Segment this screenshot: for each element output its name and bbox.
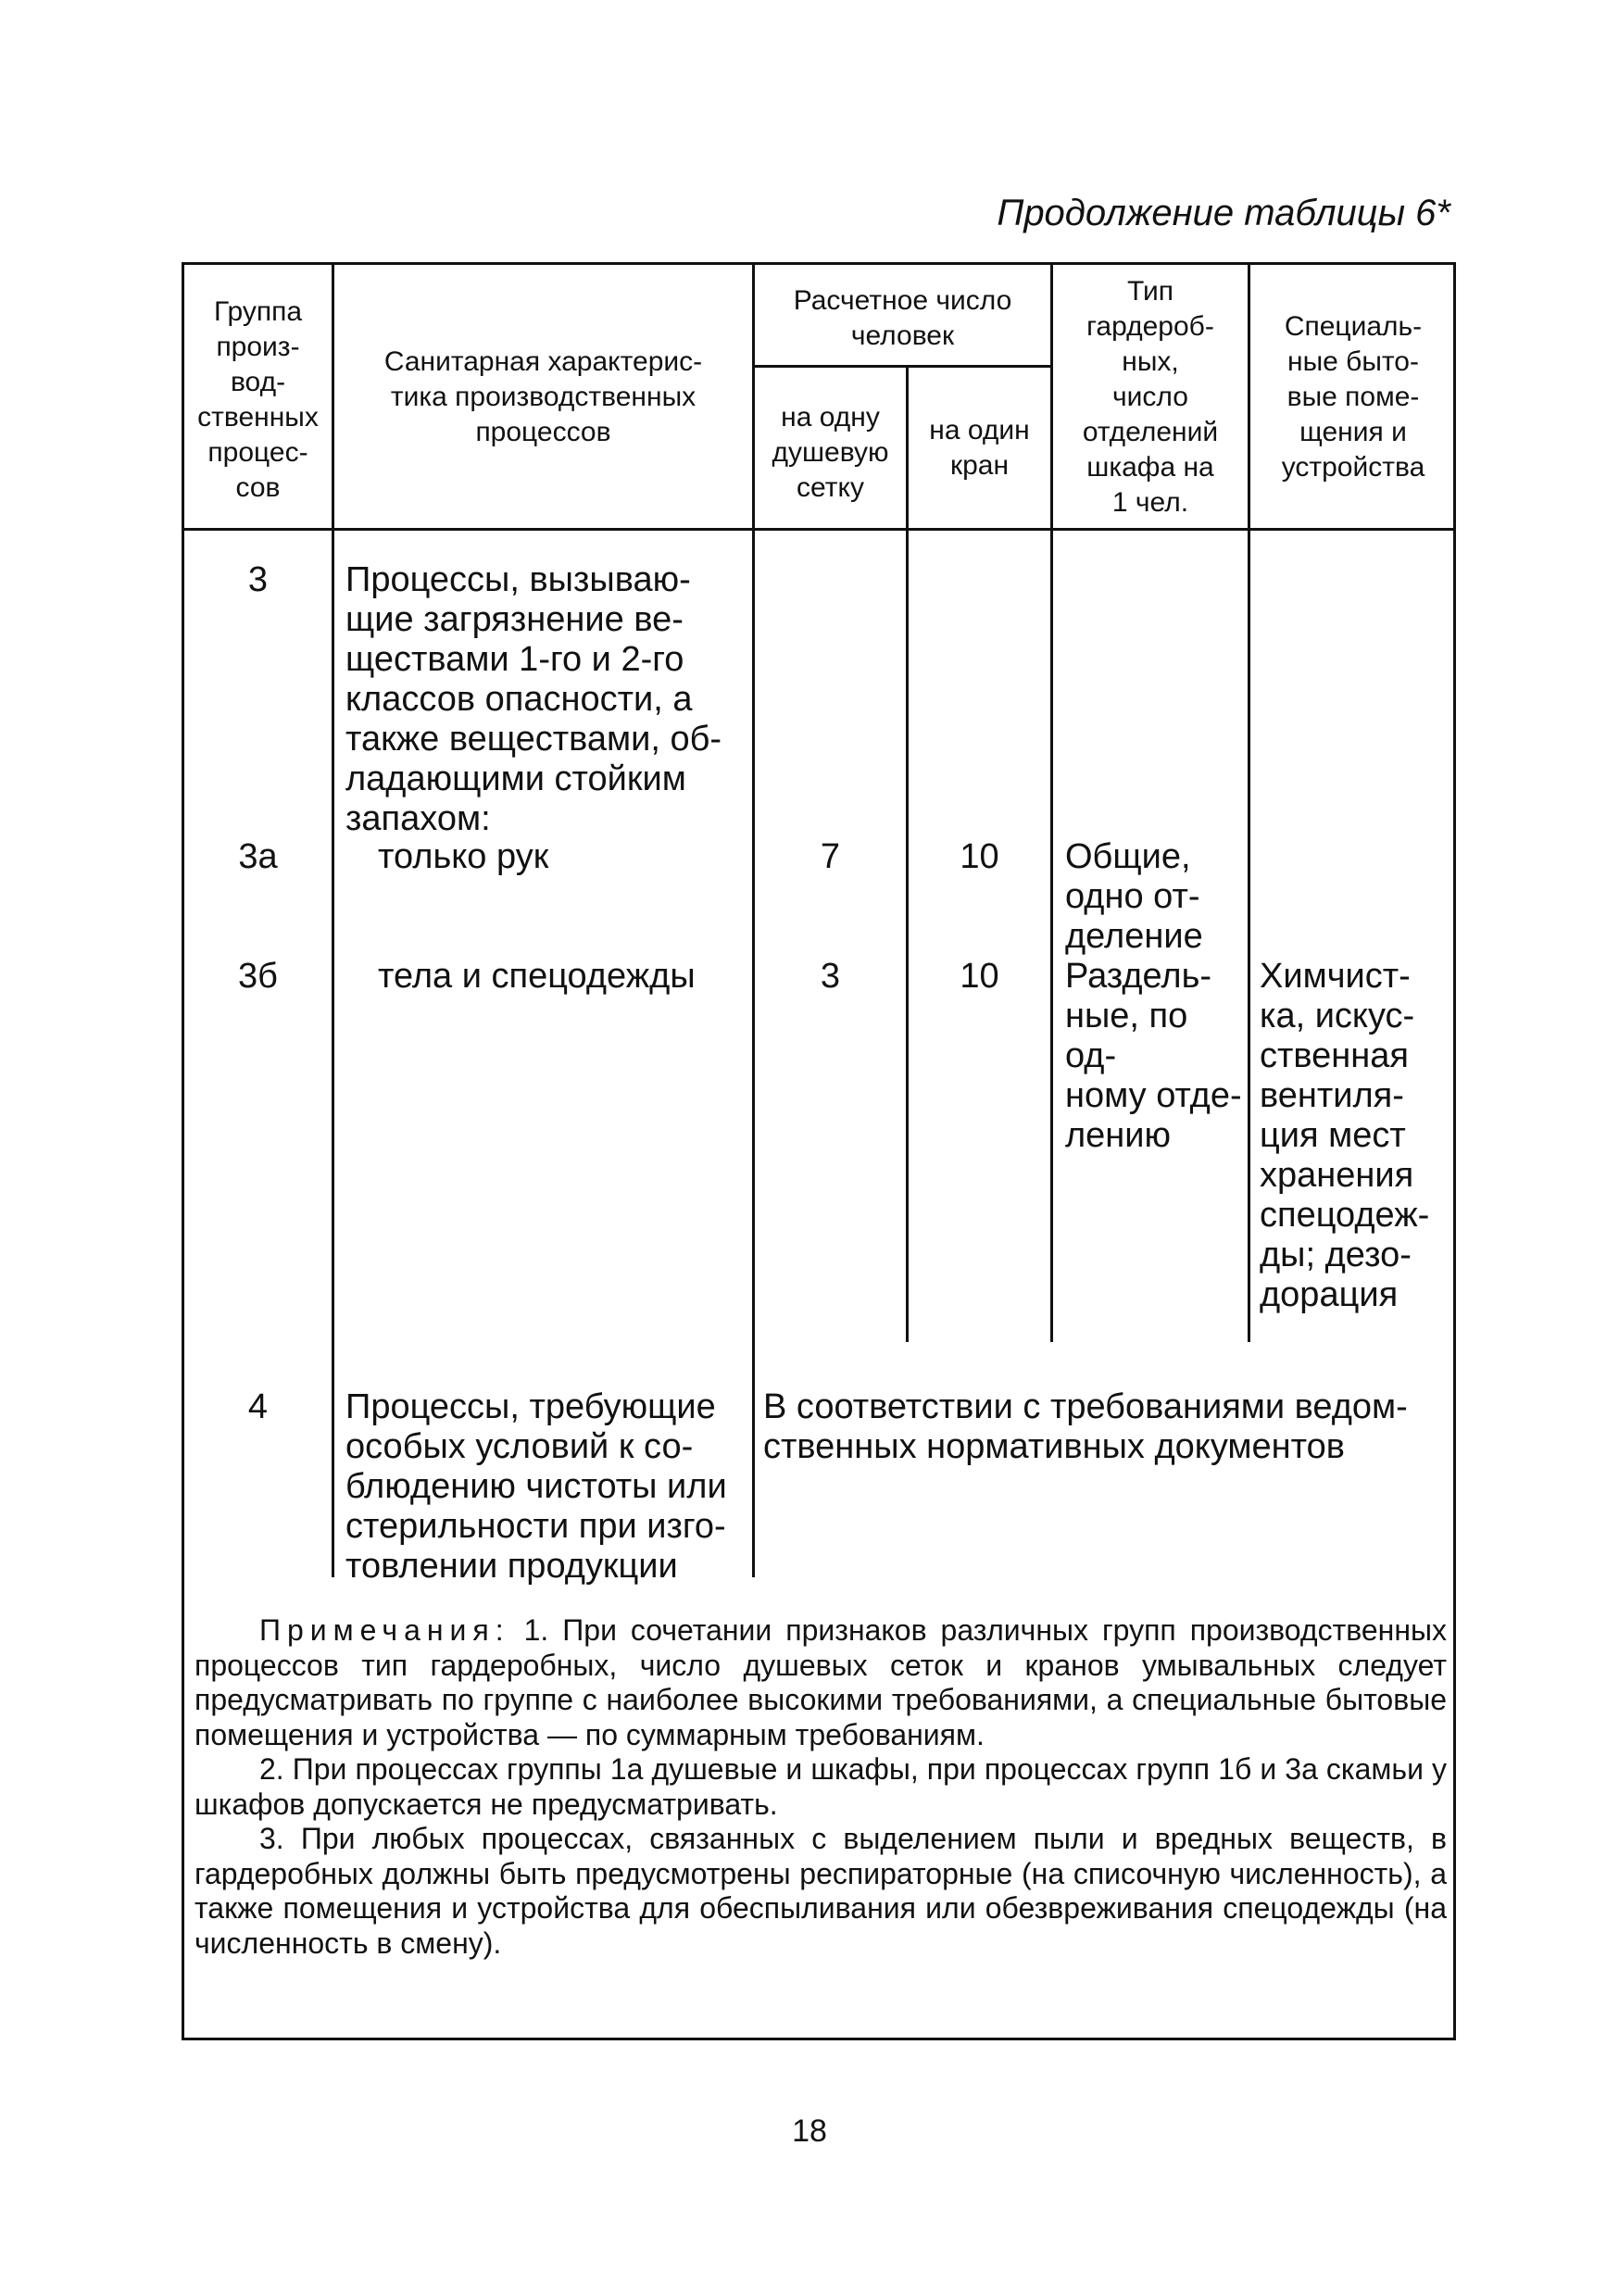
header-wardrobe: Тип гардероб- ных, число отделений шкафа на 1 чел. [1082,276,1219,518]
column-divider [332,262,334,1577]
row-3b-wardrobe: Раздель- ные, по од- ному отде- лению [1065,957,1242,1155]
header-special: Специаль- ные быто- вые поме- щения и устройства [1281,311,1425,483]
row-3a-description: только рук [378,837,549,876]
row-3a-per-tap: 10 [960,837,999,876]
table-caption: Продолжение таблицы 6* [997,193,1450,233]
row-3a-per-shower: 7 [820,837,841,876]
row-4-group: 4 [247,1387,269,1426]
header-sanitary: Санитарная характерис- тика производственных процессов [383,346,703,447]
header-per-shower: на одну душевую сетку [772,402,889,503]
header-per-tap: на один кран [929,415,1030,481]
page-number: 18 [792,2114,827,2149]
notes [195,1613,1447,1961]
row-3b-per-tap: 10 [960,957,999,996]
row-3a-group: 3а [238,837,278,876]
row-3-group: 3 [247,560,269,599]
note-1: 1. При сочетании признаков различных групп производственных процессов тип гардеробных, число душевых сеток и кранов умывальных следует предусматривать по группе с наиболее высокими требованиями, а специальные бытовые помещения и устройства — по суммарным требованиям. [195,1613,1448,1751]
notes-label: Примечания: [259,1613,510,1647]
row-3b-group: 3б [238,957,278,996]
header-calc-group: Расчетное число человек [793,285,1012,351]
header-group: Группа произ- вод- ственных процес- сов [197,296,319,503]
row-4-merged: В соответствии с требованиями ведом- ственных нормативных документов [763,1387,1408,1466]
row-4-description: Процессы, требующие особых условий к со- блюдению чистоты или стерильности при изго- товлении продукции [345,1387,727,1586]
note-2: 2. При процессах группы 1а душевые и шкафы, при процессах групп 1б и 3а скамьи у шкафов допускается не предусматривать. [195,1752,1447,1821]
row-3a-wardrobe: Общие, одно от- деление [1065,837,1203,956]
subheader-divider [752,365,1050,368]
row-3-description: Процессы, вызываю- щие загрязнение ве- ществами 1-го и 2-го классов опасности, а также веществами, об- ладающими стойким запахом: [345,560,722,838]
row-3b-special: Химчист- ка, искус- ственная вентиля- ция мест хранения спецодеж- ды; дезо- дорация [1260,957,1430,1314]
row-3b-per-shower: 3 [820,957,841,996]
row-3b-description: тела и спецодежды [378,957,696,996]
header-divider [182,528,1456,531]
note-3: 3. При любых процессах, связанных с выделением пыли и вредных веществ, в гардеробных должны быть предусмотрены респираторные (на списочную численность), а также помещения и устройства для обеспыливания или обезвреживания спецодежды (на численность в смену). [195,1822,1447,1960]
